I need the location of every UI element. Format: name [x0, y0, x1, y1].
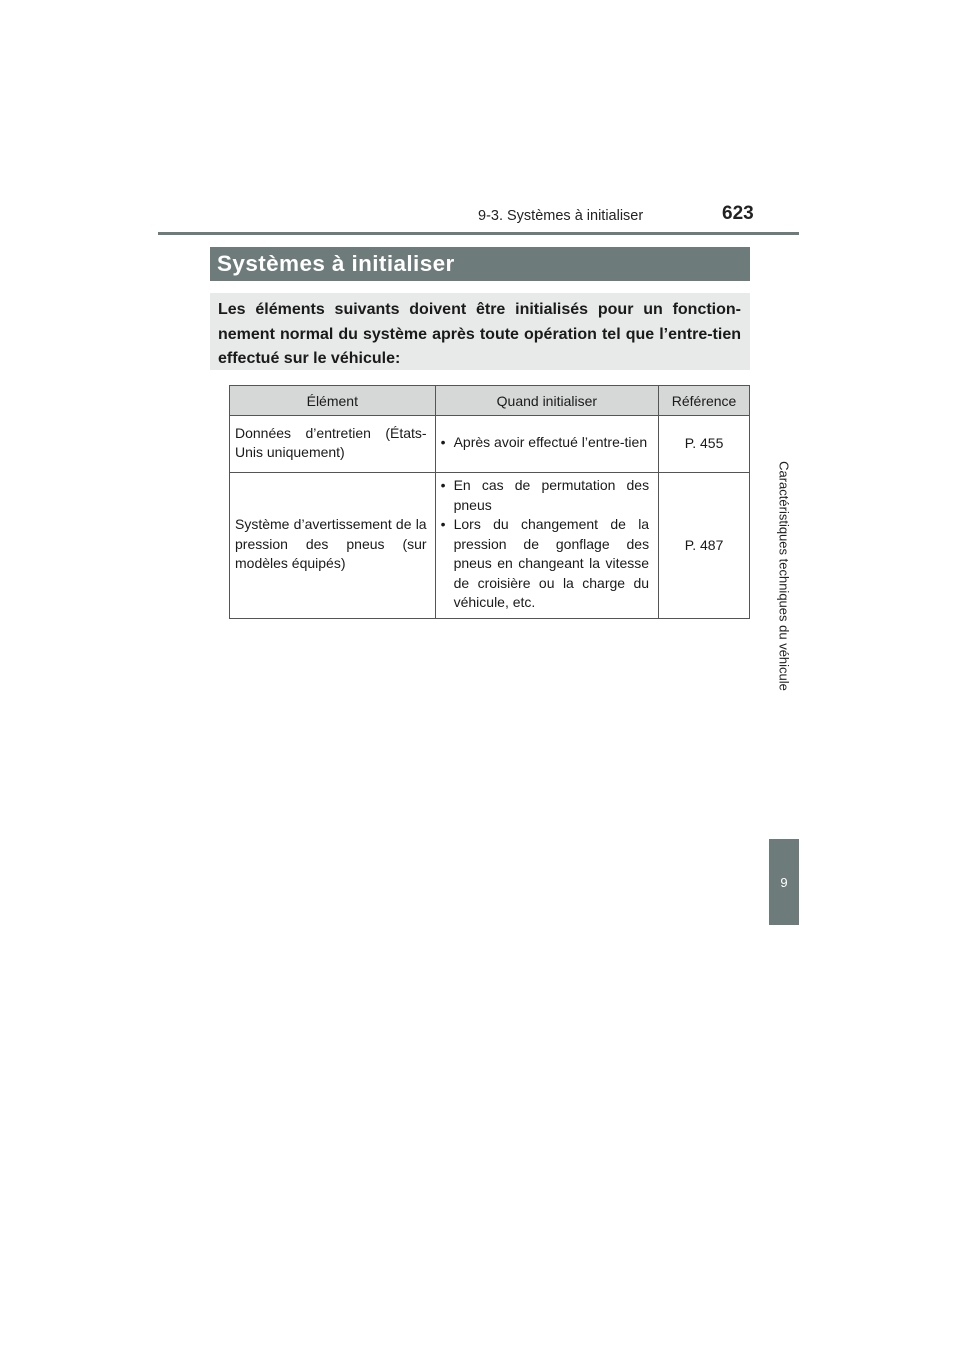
table-cell-reference: P. 455 [659, 416, 750, 473]
table-cell-element: Système d’avertissement de la pression des pneus (sur modèles équipés) [230, 473, 436, 619]
bullet-item: • En cas de permutation des pneus [441, 476, 650, 515]
running-header-section: 9-3. Systèmes à initialiser [478, 208, 644, 224]
table-cell-reference: P. 487 [659, 473, 750, 619]
table-header-row [230, 386, 750, 416]
table-cell-when [435, 473, 659, 619]
bullet-item: • Après avoir effectué l’entre-tien [441, 433, 650, 453]
section-title: Systèmes à initialiser [217, 251, 455, 276]
table-header-when: Quand initialiser [435, 386, 659, 416]
table-cell-when [435, 416, 659, 473]
table-header-element: Élément [230, 386, 436, 416]
header-divider [158, 232, 799, 235]
bullet-item: • Lors du changement de la pression de gonflage des pneus en changeant la vitesse de croisière ou la charge du véhicule, etc. [441, 515, 650, 613]
table-header-reference: Référence [659, 386, 750, 416]
intro-box [210, 293, 750, 370]
table-row [230, 473, 750, 619]
table-row [230, 416, 750, 473]
bullet-list [441, 476, 650, 613]
page-number: 623 [722, 203, 754, 224]
side-tab-chapter-number-box [769, 839, 799, 925]
side-tab-chapter-title: Caractéristiques techniques du véhicule [776, 461, 792, 691]
side-tab-chapter-number: 9 [780, 874, 788, 890]
intro-text: Les éléments suivants doivent être initialisés pour un fonction-nement normal du système après toute opération tel que l’entre-tien effectué sur le véhicule: [218, 301, 741, 367]
table-cell-element: Données d’entretien (États-Unis uniquement) [230, 416, 436, 473]
bullet-list [441, 433, 650, 453]
initialization-table [229, 385, 750, 619]
section-title-bar [210, 247, 750, 281]
